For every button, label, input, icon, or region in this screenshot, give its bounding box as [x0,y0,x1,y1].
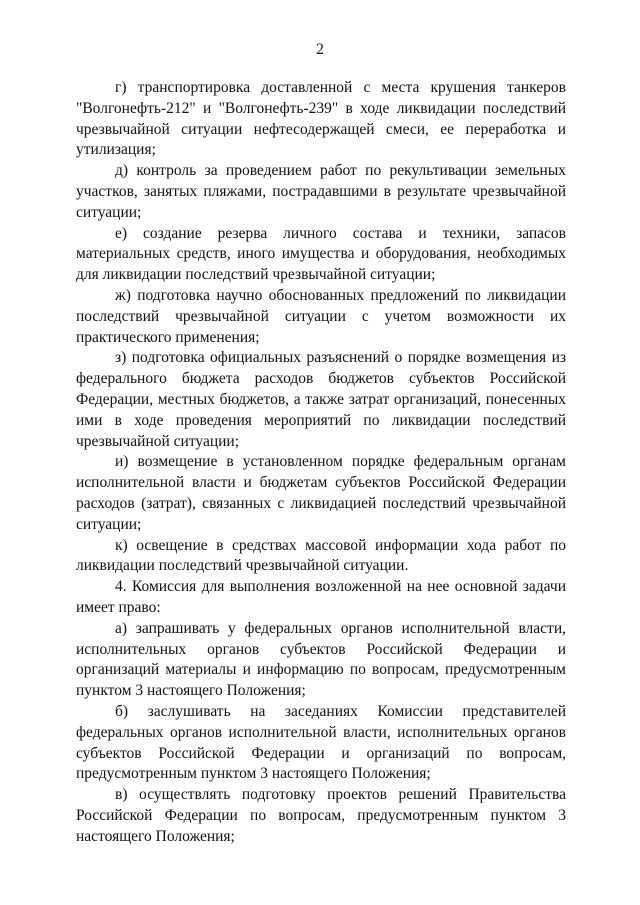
paragraph-item-e: е) создание резерва личного состава и техники, запасов материальных средств, иного имущества и оборудования, необходимых для ликвидации последствий чрезвычайной ситуации; [76,224,566,284]
paragraph-item-g: г) транспортировка доставленной с места крушения танкеров "Волгонефть-212" и "Волгонефть-239" в ходе ликвидации последствий чрезвычайной ситуации нефтесодержащей смеси, ее переработка и утилизация; [76,79,566,159]
paragraph-item-a: а) запрашивать у федеральных органов исполнительной власти, исполнительных органов субъектов Российской Федерации и организаций материалы и информацию по вопросам, предусмотренным пунктом 3 настоящего Положения; [76,619,566,700]
paragraph-item-i: и) возмещение в установленном порядке федеральным органам исполнительной власти и бюджетам субъектов Российской Федерации расходов (затрат), связанных с ликвидацией последствий чрезвычайной ситуации; [76,453,566,533]
paragraph-section-4: 4. Комиссия для выполнения возложенной на нее основной задачи имеет право: [76,578,566,616]
document-body [76,78,566,847]
page-number: 2 [316,41,324,58]
paragraph-item-v: в) осуществлять подготовку проектов решений Правительства Российской Федерации по вопросам, предусмотренным пунктом 3 настоящего Положения; [76,786,566,845]
paragraph-item-b: б) заслушивать на заседаниях Комиссии представителей федеральных органов исполнительной власти, исполнительных органов субъектов Российской Федерации и организаций по вопросам, предусмотренным пунктом 3 настоящего Положения; [76,702,566,783]
paragraph-item-k: к) освещение в средствах массовой информации хода работ по ликвидации последствий чрезвычайной ситуации. [76,536,566,575]
paragraph-item-d: д) контроль за проведением работ по рекультивации земельных участков, занятых пляжами, пострадавшими в результате чрезвычайной ситуации; [76,162,566,221]
paragraph-item-z: з) подготовка официальных разъяснений о порядке возмещения из федерального бюджета расходов бюджетов субъектов Российской Федерации, местных бюджетов, а также затрат организаций, понесенных ими в ходе проведения мероприятий по ликвидации последствий чрезвычайной ситуации; [76,349,566,450]
paragraph-item-zh: ж) подготовка научно обоснованных предложений по ликвидации последствий чрезвычайной ситуации с учетом возможности их практического применения; [76,286,566,346]
